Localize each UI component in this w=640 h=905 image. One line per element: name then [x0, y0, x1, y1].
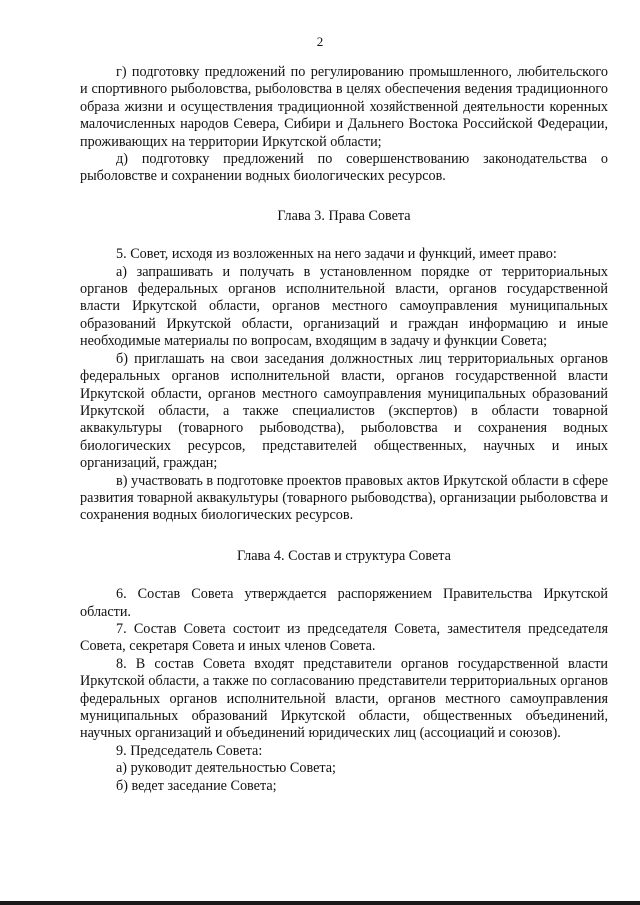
paragraph-9a: а) руководит деятельностью Совета;: [116, 760, 337, 777]
paragraph-9: 9. Председатель Совета:: [116, 742, 263, 759]
chapter-3-heading: Глава 3. Права Совета: [277, 207, 411, 224]
paragraph-5v: в) участвовать в подготовке проектов правовых актов Иркутской области в сфере развития товарной аквакультуры (товарного рыбоводства), организации рыболовства и сохранения водных биологических ресурсов.: [80, 472, 608, 524]
paragraph-7: 7. Состав Совета состоит из председателя Совета, заместителя председателя Совета, секретаря Совета и иных членов Совета.: [80, 620, 608, 655]
paragraph-5: 5. Совет, исходя из возложенных на него задачи и функций, имеет право:: [116, 246, 557, 263]
paragraph-9b: б) ведет заседание Совета;: [116, 777, 277, 794]
paragraph-4g: г) подготовку предложений по регулированию промышленного, любительского и спортивного рыболовства, рыболовства в целях обеспечения ведения традиционного образа жизни и осуществления традиционной хозяйственной деятельности коренных малочисленных народов Севера, Сибири и Дальнего Востока Российской Федерации, проживающих на территории Иркутской области;: [80, 64, 608, 150]
scan-bottom-edge: [0, 901, 640, 905]
page-number: 2: [316, 34, 324, 49]
paragraph-8: 8. В состав Совета входят представители органов государственной власти Иркутской области, а также по согласованию представители территориальных органов федеральных органов исполнительной власти, органов местного самоуправления муниципальных образований Иркутской области, общественных объединений, научных организаций и объединений юридических лиц (ассоциаций и союзов).: [80, 655, 608, 742]
paragraph-6: 6. Состав Совета утверждается распоряжением Правительства Иркутской области.: [80, 586, 608, 620]
paragraph-5a: а) запрашивать и получать в установленном порядке от территориальных органов федеральных органов исполнительной власти, органов государственной власти Иркутской области, органов местного самоуправления муниципальных образований Иркутской области, организаций и граждан информацию и иные необходимые материалы по вопросам, входящим в задачу и функции Совета;: [80, 263, 608, 350]
document-body: [80, 64, 608, 795]
paragraph-4d: д) подготовку предложений по совершенствованию законодательства о рыболовстве и сохранении водных биологических ресурсов.: [80, 151, 608, 185]
chapter-4-heading: Глава 4. Состав и структура Совета: [237, 547, 451, 564]
paragraph-5b: б) приглашать на свои заседания должностных лиц территориальных органов федеральных органов исполнительной власти, органов государственной власти Иркутской области, органов местного самоуправления муниципальных образований Иркутской области, а также специалистов (экспертов) в области товарной аквакультуры (товарного рыбоводства), рыболовства и сохранения водных биологических ресурсов, представителей общественных, научных и иных организаций, граждан;: [80, 350, 608, 472]
